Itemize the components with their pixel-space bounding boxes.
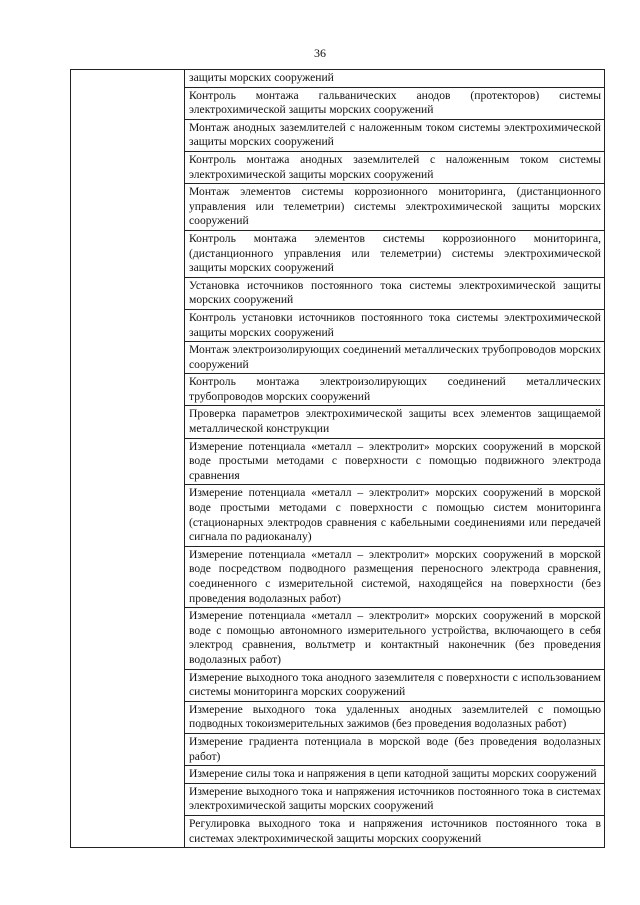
table-row: Регулировка выходного тока и напряжения источников постоянного тока в системах электрохимической защиты морских сооружений (189, 816, 601, 845)
table-row: Установка источников постоянного тока системы электрохимической защиты морских сооружений (185, 278, 604, 310)
table-row: Измерение потенциала «металл – электролит» морских сооружений в морской воде посредством подводного размещения переносного электрода сравнения, соединенного с измерительной системой, находящейся на поверхности (без проведения водолазных работ) (185, 547, 604, 608)
document-table (70, 69, 605, 848)
table-row: Измерение выходного тока и напряжения источников постоянного тока в системах электрохимической защиты морских сооружений (185, 784, 604, 816)
page-number: 36 (314, 46, 326, 60)
table-row: Измерение потенциала «металл – электролит» морских сооружений в морской воде простыми методами с поверхности с помощью систем мониторинга (стационарных электродов сравнения с кабельными соединениями или передачей сигнала по радиоканалу) (185, 485, 604, 546)
table-row: защиты морских сооружений (185, 70, 604, 88)
table-row: Измерение градиента потенциала в морской воде (без проведения водолазных работ) (185, 734, 604, 766)
table-row: Измерение силы тока и напряжения в цепи катодной защиты морских сооружений (185, 766, 604, 784)
table-row: Контроль монтажа электроизолирующих соединений металлических трубопроводов морских сооружений (185, 374, 604, 406)
table-row: Измерение выходного тока анодного заземлителя с поверхности с использованием системы мониторинга морских сооружений (185, 670, 604, 702)
table-row: Измерение потенциала «металл – электролит» морских сооружений в морской воде простыми методами с поверхности с помощью подвижного электрода сравнения (185, 439, 604, 486)
table-row: Монтаж анодных заземлителей с наложенным током системы электрохимической защиты морских сооружений (185, 120, 604, 152)
table-rows (185, 70, 604, 847)
table-row: Контроль установки источников постоянного тока системы электрохимической защиты морских сооружений (185, 310, 604, 342)
table-row: Проверка параметров электрохимической защиты всех элементов защищаемой металлической конструкции (185, 406, 604, 438)
table-row: Контроль монтажа гальванических анодов (протекторов) системы электрохимической защиты морских сооружений (185, 88, 604, 120)
table-row: Контроль монтажа анодных заземлителей с наложенным током системы электрохимической защиты морских сооружений (185, 152, 604, 184)
table-row: Измерение выходного тока удаленных анодных заземлителей с помощью подводных токоизмерительных зажимов (без проведения водолазных работ) (185, 702, 604, 734)
table-row: Измерение потенциала «металл – электролит» морских сооружений в морской воде с помощью автономного измерительного устройства, включающего в себя электрод сравнения, вольтметр и контактный наконечник (без проведения водолазных работ) (185, 608, 604, 669)
left-column (71, 70, 185, 847)
table-row: Контроль монтажа элементов системы коррозионного мониторинга, (дистанционного управления или телеметрии) системы электрохимической защиты морских сооружений (185, 231, 604, 278)
table-row: Монтаж элементов системы коррозионного мониторинга, (дистанционного управления или телеметрии) системы электрохимической защиты морских сооружений (185, 184, 604, 231)
table-row: Монтаж электроизолирующих соединений металлических трубопроводов морских сооружений (185, 342, 604, 374)
